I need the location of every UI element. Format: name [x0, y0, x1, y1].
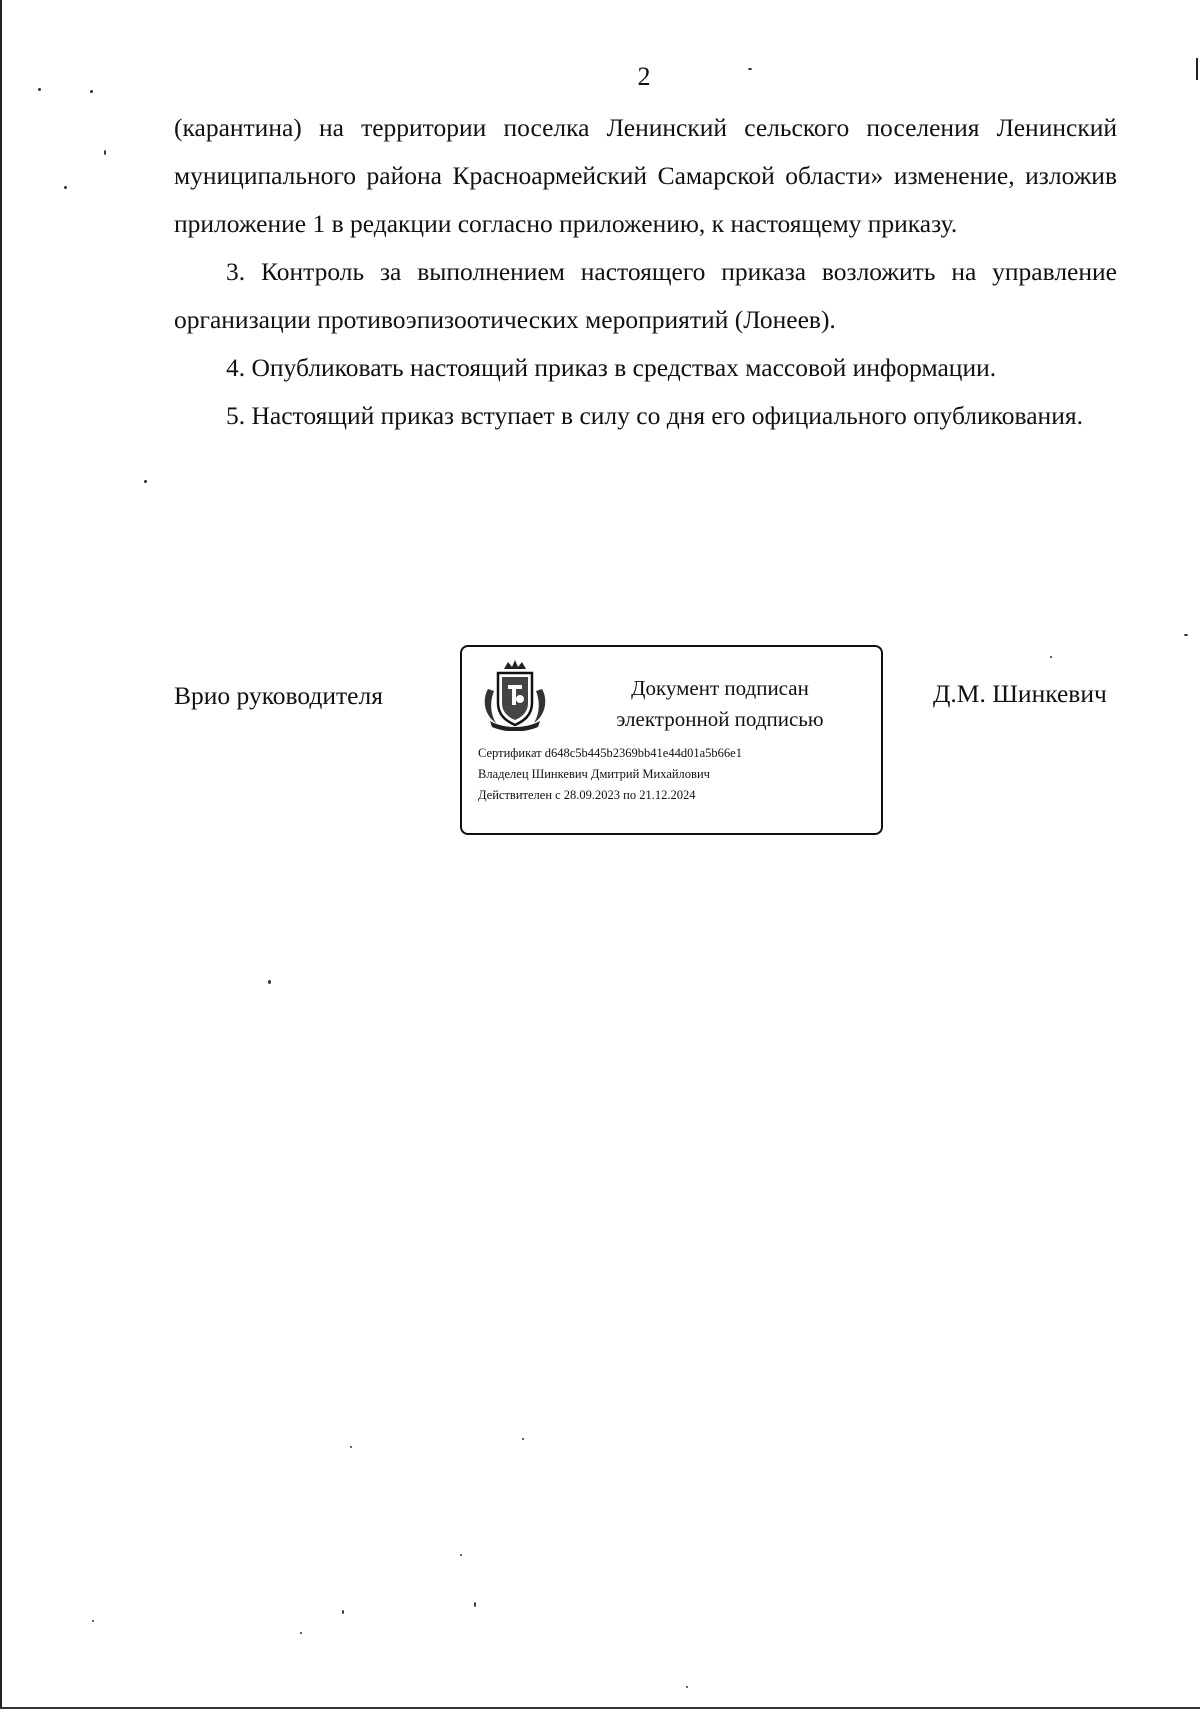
scan-speck	[1184, 634, 1188, 636]
scan-speck	[350, 1446, 352, 1448]
stamp-title-line1: Документ подписан	[631, 676, 809, 700]
scan-speck	[474, 1602, 476, 1607]
paragraph-3-control: 3. Контроль за выполнением настоящего приказа возложить на управление организации противоэпизоотических мероприятий (Лонеев).	[174, 257, 1117, 334]
signer-position: Врио руководителя	[174, 681, 383, 710]
signer-name: Д.М. Шинкевич	[933, 679, 1107, 708]
scan-speck	[342, 1610, 344, 1614]
scan-speck	[104, 150, 106, 155]
paragraph-continuation: (карантина) на территории поселка Ленинский сельского поселения Ленинский муниципального района Красноармейский Самарской области» изменение, изложив приложение 1 в редакции согласно приложению, к настоящему приказу.	[174, 113, 1117, 238]
stamp-details	[478, 743, 742, 806]
scan-speck	[268, 980, 271, 984]
scan-speck	[144, 480, 147, 483]
scan-speck	[686, 1686, 688, 1688]
document-body	[174, 104, 1117, 440]
stamp-validity: Действителен с 28.09.2023 по 21.12.2024	[478, 788, 696, 802]
stamp-owner: Владелец Шинкевич Дмитрий Михайлович	[478, 767, 710, 781]
scan-speck	[300, 1632, 302, 1634]
scan-edge-left	[0, 0, 2, 1709]
page-number: 2	[637, 62, 651, 91]
scan-speck	[92, 1620, 94, 1622]
stamp-heading	[580, 673, 860, 735]
signature-block	[0, 645, 1200, 845]
scan-speck	[64, 186, 67, 189]
scan-speck	[522, 1438, 524, 1440]
stamp-title-line2: электронной подписью	[616, 707, 824, 731]
coat-of-arms-emblem-icon	[480, 659, 550, 731]
electronic-signature-stamp	[460, 645, 883, 835]
scan-speck	[460, 1554, 462, 1556]
stamp-certificate: Сертификат d648c5b445b2369bb41e44d01a5b66e1	[478, 746, 742, 760]
paragraph-5-effective: 5. Настоящий приказ вступает в силу со дня его официального опубликования.	[226, 401, 1083, 430]
paragraph-4-publish: 4. Опубликовать настоящий приказ в средствах массовой информации.	[226, 353, 997, 382]
